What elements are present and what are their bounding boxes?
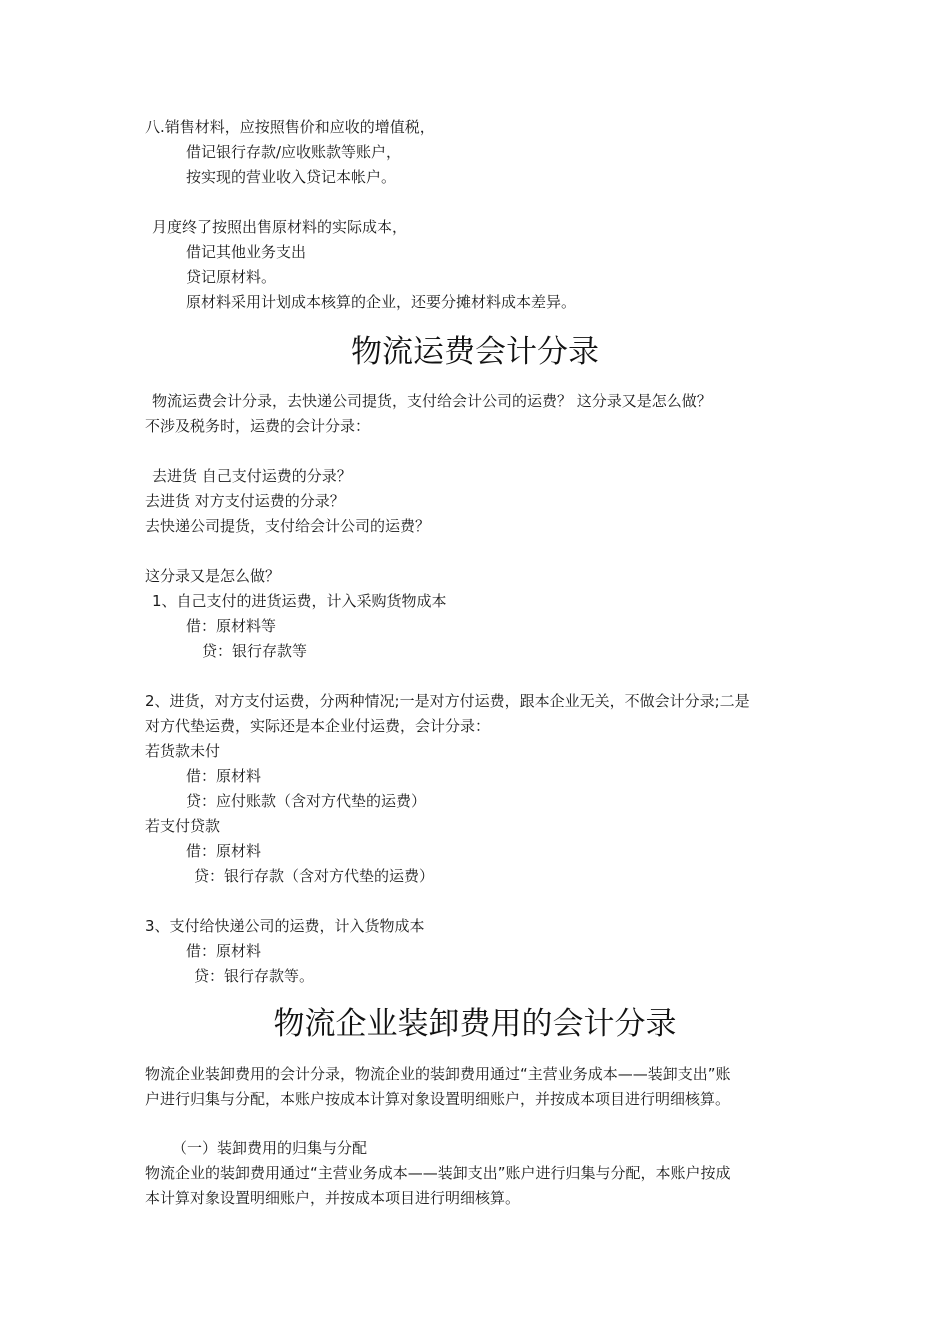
text-line: 3、支付给快递公司的运费，计入货物成本	[145, 917, 425, 935]
text-line: 借：原材料	[186, 942, 262, 960]
text-line: 1、自己支付的进货运费，计入采购货物成本	[152, 592, 447, 610]
text-line: 原材料采用计划成本核算的企业，还要分摊材料成本差异。	[186, 293, 577, 311]
text-line: 对方代垫运费，实际还是本企业付运费，会计分录：	[145, 717, 491, 735]
text-line: 贷：应付账款（含对方代垫的运费）	[186, 792, 427, 810]
section-title: 物流企业装卸费用的会计分录	[273, 1006, 677, 1042]
text-line: 本计算对象设置明细账户，并按成本项目进行明细核算。	[145, 1189, 521, 1207]
text-line: 贷：银行存款等。	[194, 967, 315, 985]
text-line: 2、进货，对方支付运费，分两种情况;一是对方付运费，跟本企业无关，不做会计分录;二是	[145, 692, 750, 710]
text-line: 物流运费会计分录，去快递公司提货，支付给会计公司的运费？ 这分录又是怎么做？	[152, 392, 712, 410]
text-line: 借记其他业务支出	[186, 243, 307, 261]
text-line: 借：原材料	[186, 767, 262, 785]
text-line: 借记银行存款/应收账款等账户，	[186, 143, 402, 161]
text-line: 不涉及税务时，运费的会计分录：	[145, 417, 371, 435]
text-line: 若货款未付	[145, 742, 221, 760]
text-line: 借：原材料	[186, 842, 262, 860]
text-line: 贷：银行存款（含对方代垫的运费）	[194, 867, 435, 885]
section-title: 物流运费会计分录	[351, 334, 599, 370]
text-line: 若支付贷款	[145, 817, 221, 835]
text-line: 去快递公司提货，支付给会计公司的运费？	[145, 517, 431, 535]
text-line: 去进货 自己支付运费的分录？	[152, 467, 352, 485]
subheading: （一）装卸费用的归集与分配	[172, 1139, 368, 1157]
text-line: 八.销售材料，应按照售价和应收的增值税，	[145, 118, 435, 136]
text-line: 贷记原材料。	[186, 268, 277, 286]
text-line: 物流企业的装卸费用通过“主营业务成本——装卸支出”账户进行归集与分配，本账户按成	[145, 1164, 731, 1182]
text-line: 物流企业装卸费用的会计分录，物流企业的装卸费用通过“主营业务成本——装卸支出”账	[145, 1065, 731, 1083]
text-line: 户进行归集与分配，本账户按成本计算对象设置明细账户，并按成本项目进行明细核算。	[145, 1090, 731, 1108]
text-line: 月度终了按照出售原材料的实际成本，	[152, 218, 408, 236]
text-line: 按实现的营业收入贷记本帐户。	[186, 168, 397, 186]
text-line: 去进货 对方支付运费的分录？	[145, 492, 345, 510]
text-line: 借：原材料等	[186, 617, 277, 635]
text-line: 贷：银行存款等	[202, 642, 308, 660]
text-line: 这分录又是怎么做？	[145, 567, 281, 585]
